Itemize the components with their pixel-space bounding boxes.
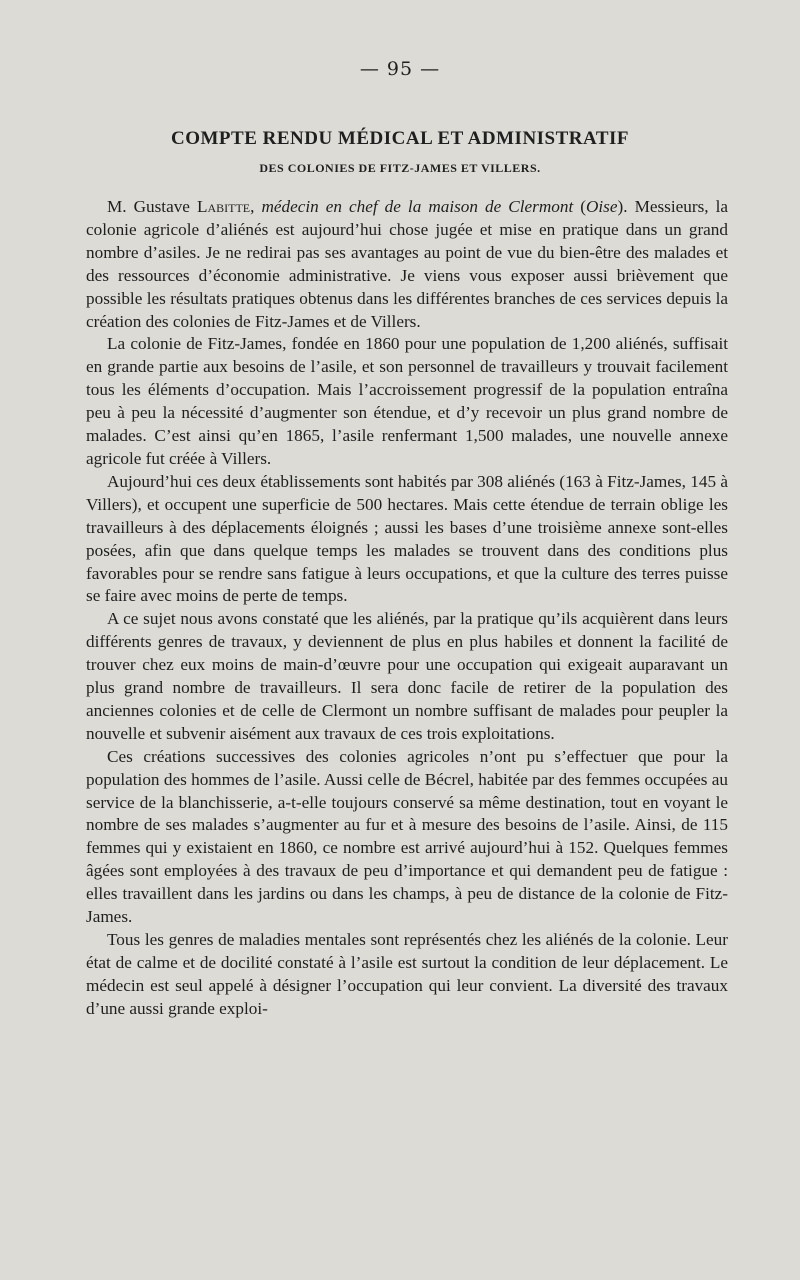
paragraph: La colonie de Fitz-James, fondée en 1860 pour une population de 1,200 aliénés, suffisait en grande partie aux besoins de l’asile, et son personnel de travailleurs y trouvait facilement tous les éléments d’occupation. Mais l’accroissement progressif de la population entraîna peu à peu la nécessité d’augmenter son étendue, et d’y recevoir un plus grand nombre de malades. C’est ainsi qu’en 1865, l’asile renfermant 1,500 malades, une nouvelle annexe agricole fut créée à Villers. (86, 334, 728, 468)
speaker-prefix: M. Gustave (107, 197, 197, 216)
place-open: ( (573, 197, 586, 216)
speaker-role: médecin en chef de la maison de Clermont (261, 197, 574, 216)
paragraph: Ces créations successives des colonies agricoles n’ont pu s’effectuer que pour la population des hommes de l’asile. Aussi celle de Bécrel, habitée par des femmes occupées au service de la blanchisserie, a-t-elle toujours conservé sa même destination, tout en voyant le nombre de ses malades s’augmenter au fur et à mesure des besoins de l’asile. Ainsi, de 115 femmes qui y existaient en 1860, ce nombre est arrivé aujourd’hui à 152. Quelques femmes âgées sont employées à des travaux de peu d’importance et qui demandent peu de fatigue : elles travaillent dans les jardins ou dans les champs, à peu de distance de la colonie de Fitz-James. (86, 746, 728, 927)
section-subtitle: DES COLONIES DE FITZ-JAMES ET VILLERS. (259, 161, 541, 175)
paragraph: Aujourd’hui ces deux établissements sont habités par 308 aliénés (163 à Fitz-James, 145 à Villers), et occupent une superficie de 500 hectares. Mais cette étendue de terrain oblige les travailleurs à des déplacements éloignés ; aussi les bases d’une troisième annexe sont-elles posées, afin que dans quelque temps les malades se trouvent dans des conditions plus favorables pour se rendre sans fatigue à leurs occupations, et que la culture des terres puisse se faire avec moins de perte de temps. (86, 471, 728, 606)
paragraph: Tous les genres de maladies mentales sont représentés chez les aliénés de la colonie. Leur état de calme et de docilité constaté à l’asile est surtout la condition de leur déplacement. Le médecin est seul appelé à désigner l’occupation qui leur convient. La diversité des travaux d’une aussi grande exploi- (86, 930, 728, 1018)
separator: , (250, 197, 262, 216)
paragraph: A ce sujet nous avons constaté que les aliénés, par la pratique qu’ils acquièrent dans leurs différents genres de travaux, y deviennent de plus en plus habiles et donnent la facilité de trouver chez eux moins de main-d’œuvre pour une occupation qui exigeait auparavant un plus grand nombre de travailleurs. Il sera donc facile de retirer de la population des anciennes colonies et de celle de Clermont un nombre suffisant de malades pour peupler la nouvelle et subvenir aisément aux travaux de ces trois exploitations. (86, 609, 728, 743)
body-text (86, 196, 728, 1021)
speaker-place: Oise (585, 197, 618, 216)
speaker-name: Labitte (196, 197, 251, 216)
place-close: ). (617, 197, 635, 216)
page-number: — 95 — (359, 58, 441, 80)
intro-paragraph (86, 196, 728, 333)
section-title: COMPTE RENDU MÉDICAL ET ADMINISTRATIF (170, 128, 629, 149)
intro-text: Messieurs, la colonie agricole d’aliénés est aujourd’hui chose jugée et mise en pratique dans un grand nombre d’asiles. Je ne redirai pas ses avantages au point de vue du bien-être des malades et des ressources d’économie administrative. Je viens vous exposer aussi brièvement que possible les résultats pratiques obtenus dans les différentes branches de ces services depuis la création des colonies de Fitz-James et de Villers. (86, 197, 728, 331)
